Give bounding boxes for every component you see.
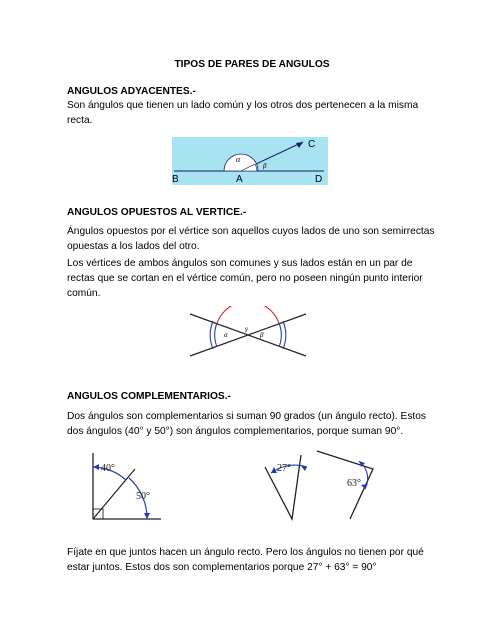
label-b: B [172,174,179,185]
label-27: 27° [277,463,291,474]
adjacent-angles-figure [172,137,328,185]
label-50: 50° [136,491,150,502]
label-gamma: γ [245,325,248,333]
beta-arc-outer [283,321,286,349]
paragraph-adyacentes: Son ángulos que tienen un lado común y los otros dos pertenecen a la misma recta. [67,100,419,126]
gamma-arc [217,306,279,323]
label-beta: β [260,331,264,339]
paragraph-complementarios: Dos ángulos son complementarios si suman 90 grados (un ángulo recto). Estos dos ángulos (40° y 50°) son ángulos complementarios, porque suman 90°. [67,411,427,437]
vertical-angles-figure [188,306,308,358]
document-title: TIPOS DE PARES DE ANGULOS [174,59,330,70]
label-63: 63° [347,478,361,489]
complementary-40-50-figure [85,451,165,523]
paragraph-opuestos-1: Ángulos opuestos por el vértice son aquellos cuyos lados de uno son semirrectas opuestas a los lados del otro. [67,226,435,252]
heading-complementarios: ANGULOS COMPLEMENTARIOS.- [67,391,231,402]
arrow-50 [144,513,150,519]
complementary-27-63-figure [255,449,380,525]
label-40: 40° [101,463,115,474]
paragraph-opuestos-2: Los vértices de ambos ángulos son comunes y sus lados están en un par de rectas que se cortan en el vértice común, pero no poseen ningún punto interior común. [67,258,423,299]
label-alpha: α [236,155,241,164]
label-a: A [236,174,243,185]
heading-adyacentes: ANGULOS ADYACENTES.- [67,86,196,97]
alpha-arc-outer [210,321,213,349]
label-d: D [315,174,323,185]
arrow-40 [93,464,99,470]
alpha-arc [215,323,217,347]
diagonal-side [93,469,135,519]
beta-arc [279,323,281,347]
label-alpha: α [224,331,228,339]
label-beta: β [263,162,267,170]
heading-opuestos: ANGULOS OPUESTOS AL VERTICE.- [67,207,247,218]
paragraph-footer: Fíjate en que juntos hacen un ángulo recto. Pero los ángulos no tienen por qué estar juntos. Estos dos son complementarios porque 27° + 63° = 90° [67,547,424,573]
label-c: C [308,139,316,150]
